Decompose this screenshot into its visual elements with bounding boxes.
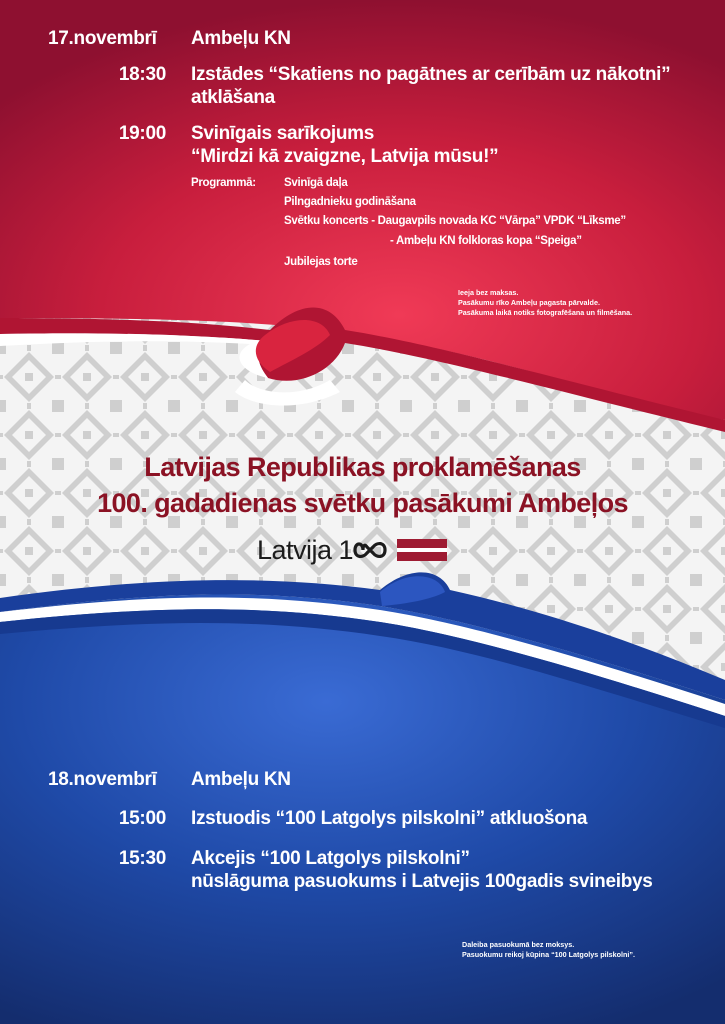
infinity-100-icon <box>353 536 393 564</box>
main-title-line2: 100. gadadienas svētku pasākumi Ambeļos <box>97 488 628 518</box>
nov17-event2-line1: Svinīgais sarīkojums <box>191 123 375 144</box>
program-item: Pilngadnieku godināšana <box>284 196 416 208</box>
program-label: Programmā: <box>191 177 256 189</box>
nov17-venue: Ambeļu KN <box>191 28 291 49</box>
nov17-event1-line1: Izstādes “Skatiens no pagātnes ar cerībām uz nākotni” <box>191 64 671 85</box>
nov18-note: Pasuokumu reikoj kūpina “100 Latgolys pilskolni”. <box>462 950 635 959</box>
nov18-event1-line1: Izstuodis “100 Latgolys pilskolni” atkluošona <box>191 808 588 829</box>
program-item: - Ambeļu KN folkloras kopa “Speiga” <box>390 235 582 247</box>
program-item: Jubilejas torte <box>284 256 358 268</box>
nov17-note: Pasākumu rīko Ambeļu pagasta pārvalde. <box>458 298 600 307</box>
main-title-line1: Latvijas Republikas proklamēšanas <box>144 452 581 482</box>
nov18-event2-line2: nūslāguma pasuokums i Latvejis 100gadis svineibys <box>191 871 653 892</box>
program-item: Svētku koncerts - Daugavpils novada KC “Vārpa” VPDK “Līksme” <box>284 215 626 227</box>
nov18-date: 18.novembrī <box>48 769 157 790</box>
nov17-note: Pasākuma laikā notiks fotografēšana un filmēšana. <box>458 308 633 317</box>
nov18-venue: Ambeļu KN <box>191 769 291 790</box>
logo-text: Latvija 1 <box>257 534 354 565</box>
nov18-event1-time: 15:00 <box>118 808 166 829</box>
nov17-event2-line2: “Mirdzi kā zvaigzne, Latvija mūsu!” <box>191 146 499 167</box>
nov18-event2-line1: Akcejis “100 Latgolys pilskolni” <box>191 848 470 869</box>
nov17-event2-time: 19:00 <box>118 123 166 144</box>
latvija-100-logo <box>257 533 447 567</box>
nov17-event1-line2: atklāšana <box>191 87 275 108</box>
program-item: Svinīgā daļa <box>284 177 348 189</box>
nov17-note: Ieeja bez maksas. <box>458 288 519 297</box>
nov18-event2-time: 15:30 <box>118 848 166 869</box>
latvian-flag-icon <box>397 539 447 561</box>
nov17-event1-time: 18:30 <box>118 64 166 85</box>
nov18-note: Daleiba pasuokumā bez moksys. <box>462 940 575 949</box>
nov17-date: 17.novembrī <box>48 28 157 49</box>
